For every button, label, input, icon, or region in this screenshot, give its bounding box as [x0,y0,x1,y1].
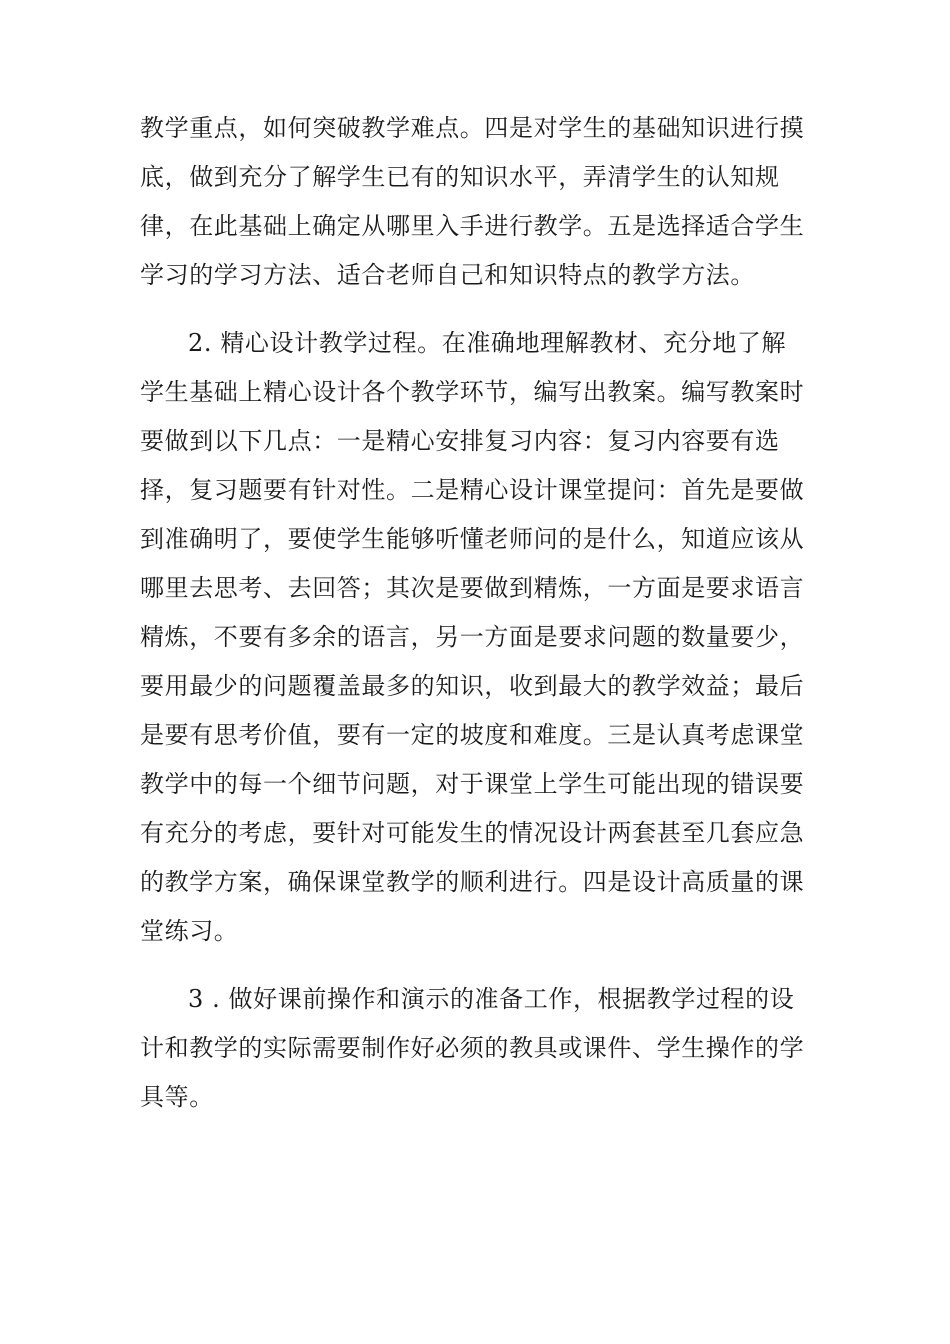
paragraph-1 [140,104,804,300]
text-line: 哪里去思考、去回答；其次是要做到精炼，一方面是要求语言 [140,574,805,602]
text-line: 择，复习题要有针对性。二是精心设计课堂提问：首先是要做 [140,476,805,504]
text-line: 精炼，不要有多余的语言，另一方面是要求问题的数量要少， [140,623,805,651]
paragraph-spacer [140,956,804,975]
text-line: 是要有思考价值，要有一定的坡度和难度。三是认真考虑课堂 [140,721,805,749]
text-line: 到准确明了，要使学生能够听懂老师问的是什么，知道应该从 [140,525,805,553]
text-line: 2. 精心设计教学过程。在准确地理解教材、充分地了解 [188,329,787,357]
text-line: 的教学方案，确保课堂教学的顺利进行。四是设计高质量的课 [140,868,805,896]
text-line: 3 . 做好课前操作和演示的准备工作，根据教学过程的设 [188,985,795,1013]
text-line: 要用最少的问题覆盖最多的知识，收到最大的教学效益；最后 [140,672,805,700]
text-line: 律，在此基础上确定从哪里入手进行教学。五是选择适合学生 [140,212,805,240]
text-line: 学生基础上精心设计各个教学环节，编写出教案。编写教案时 [140,378,805,406]
text-line: 计和教学的实际需要制作好必须的教具或课件、学生操作的学 [140,1034,805,1062]
paragraph-2 [140,319,804,956]
text-line: 教学重点，如何突破教学难点。四是对学生的基础知识进行摸 [140,114,805,142]
document-body [140,104,804,1122]
text-line: 教学中的每一个细节问题，对于课堂上学生可能出现的错误要 [140,770,805,798]
text-line: 要做到以下几点：一是精心安排复习内容：复习内容要有选 [140,427,780,455]
text-line: 底，做到充分了解学生已有的知识水平，弄清学生的认知规 [140,163,780,191]
text-line: 学习的学习方法、适合老师自己和知识特点的教学方法。 [140,261,755,289]
text-line: 有充分的考虑，要针对可能发生的情况设计两套甚至几套应急 [140,819,805,847]
paragraph-3 [140,975,804,1122]
text-line: 具等。 [140,1083,214,1111]
text-line: 堂练习。 [140,917,239,945]
paragraph-spacer [140,300,804,319]
